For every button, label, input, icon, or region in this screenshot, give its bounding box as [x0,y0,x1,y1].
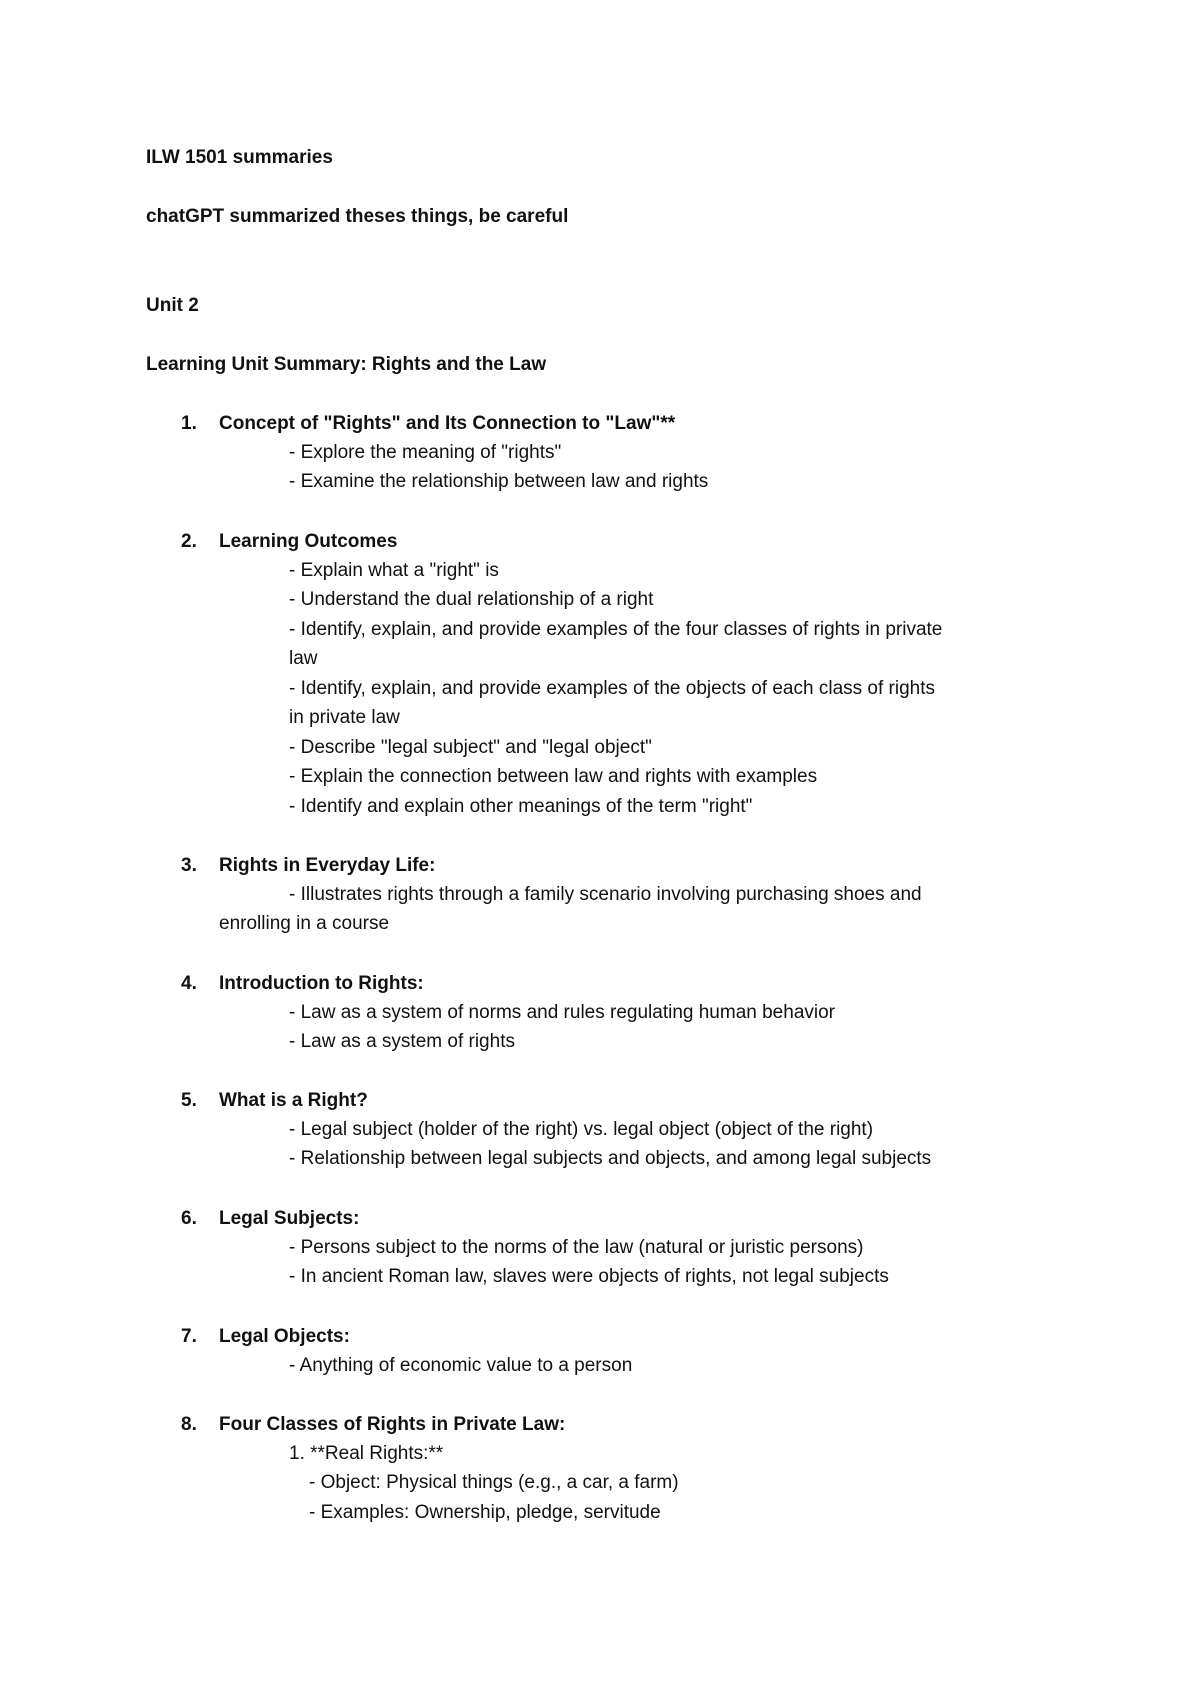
bullet-item: - Illustrates rights through a family scenario involving purchasing shoes and [289,884,922,905]
bullet-item: - Identify, explain, and provide examples of the four classes of rights in private [289,619,943,640]
bullet-item: - Understand the dual relationship of a right [289,589,654,610]
caution-note: chatGPT summarized theses things, be careful [146,206,569,227]
bullet-item: - Examine the relationship between law and rights [289,471,709,492]
bullet-item: - Explain what a "right" is [289,560,499,581]
bullet-item: - Identify, explain, and provide examples of the objects of each class of rights [289,678,935,699]
bullet-item: - Relationship between legal subjects and objects, and among legal subjects [289,1148,932,1169]
section-title: Concept of "Rights" and Its Connection to "Law"** [219,413,676,434]
section-title: Legal Subjects: [219,1208,360,1229]
bullet-item-continuation: in private law [289,707,400,728]
section-title: Legal Objects: [219,1326,350,1347]
section-number: 8. [181,1414,197,1435]
unit-heading: Unit 2 [146,295,199,316]
bullet-item: - In ancient Roman law, slaves were objects of rights, not legal subjects [289,1266,889,1287]
bullet-item: - Explain the connection between law and rights with examples [289,766,818,787]
sub-list-item: 1. **Real Rights:** [289,1443,444,1464]
section-number: 1. [181,413,197,434]
section-title: What is a Right? [219,1090,368,1111]
section-title: Four Classes of Rights in Private Law: [219,1414,566,1435]
section-title: Introduction to Rights: [219,973,424,994]
document-title: ILW 1501 summaries [146,147,333,168]
bullet-item: - Object: Physical things (e.g., a car, a farm) [309,1472,679,1493]
section-number: 6. [181,1208,197,1229]
bullet-item: - Legal subject (holder of the right) vs. legal object (object of the right) [289,1119,874,1140]
section-number: 3. [181,855,197,876]
bullet-item: - Identify and explain other meanings of the term "right" [289,796,753,817]
summary-heading: Learning Unit Summary: Rights and the Law [146,354,547,375]
bullet-item: - Explore the meaning of "rights" [289,442,562,463]
bullet-item: - Law as a system of norms and rules regulating human behavior [289,1002,835,1023]
bullet-item: - Describe "legal subject" and "legal object" [289,737,652,758]
section-number: 4. [181,973,197,994]
bullet-item: - Persons subject to the norms of the law (natural or juristic persons) [289,1237,864,1258]
bullet-item: - Anything of economic value to a person [289,1355,633,1376]
section-number: 5. [181,1090,197,1111]
bullet-item-continuation: enrolling in a course [219,913,390,934]
section-number: 7. [181,1326,197,1347]
section-title: Learning Outcomes [219,531,398,552]
section-title: Rights in Everyday Life: [219,855,436,876]
section-number: 2. [181,531,197,552]
bullet-item-continuation: law [289,648,318,669]
bullet-item: - Examples: Ownership, pledge, servitude [309,1502,661,1523]
bullet-item: - Law as a system of rights [289,1031,515,1052]
